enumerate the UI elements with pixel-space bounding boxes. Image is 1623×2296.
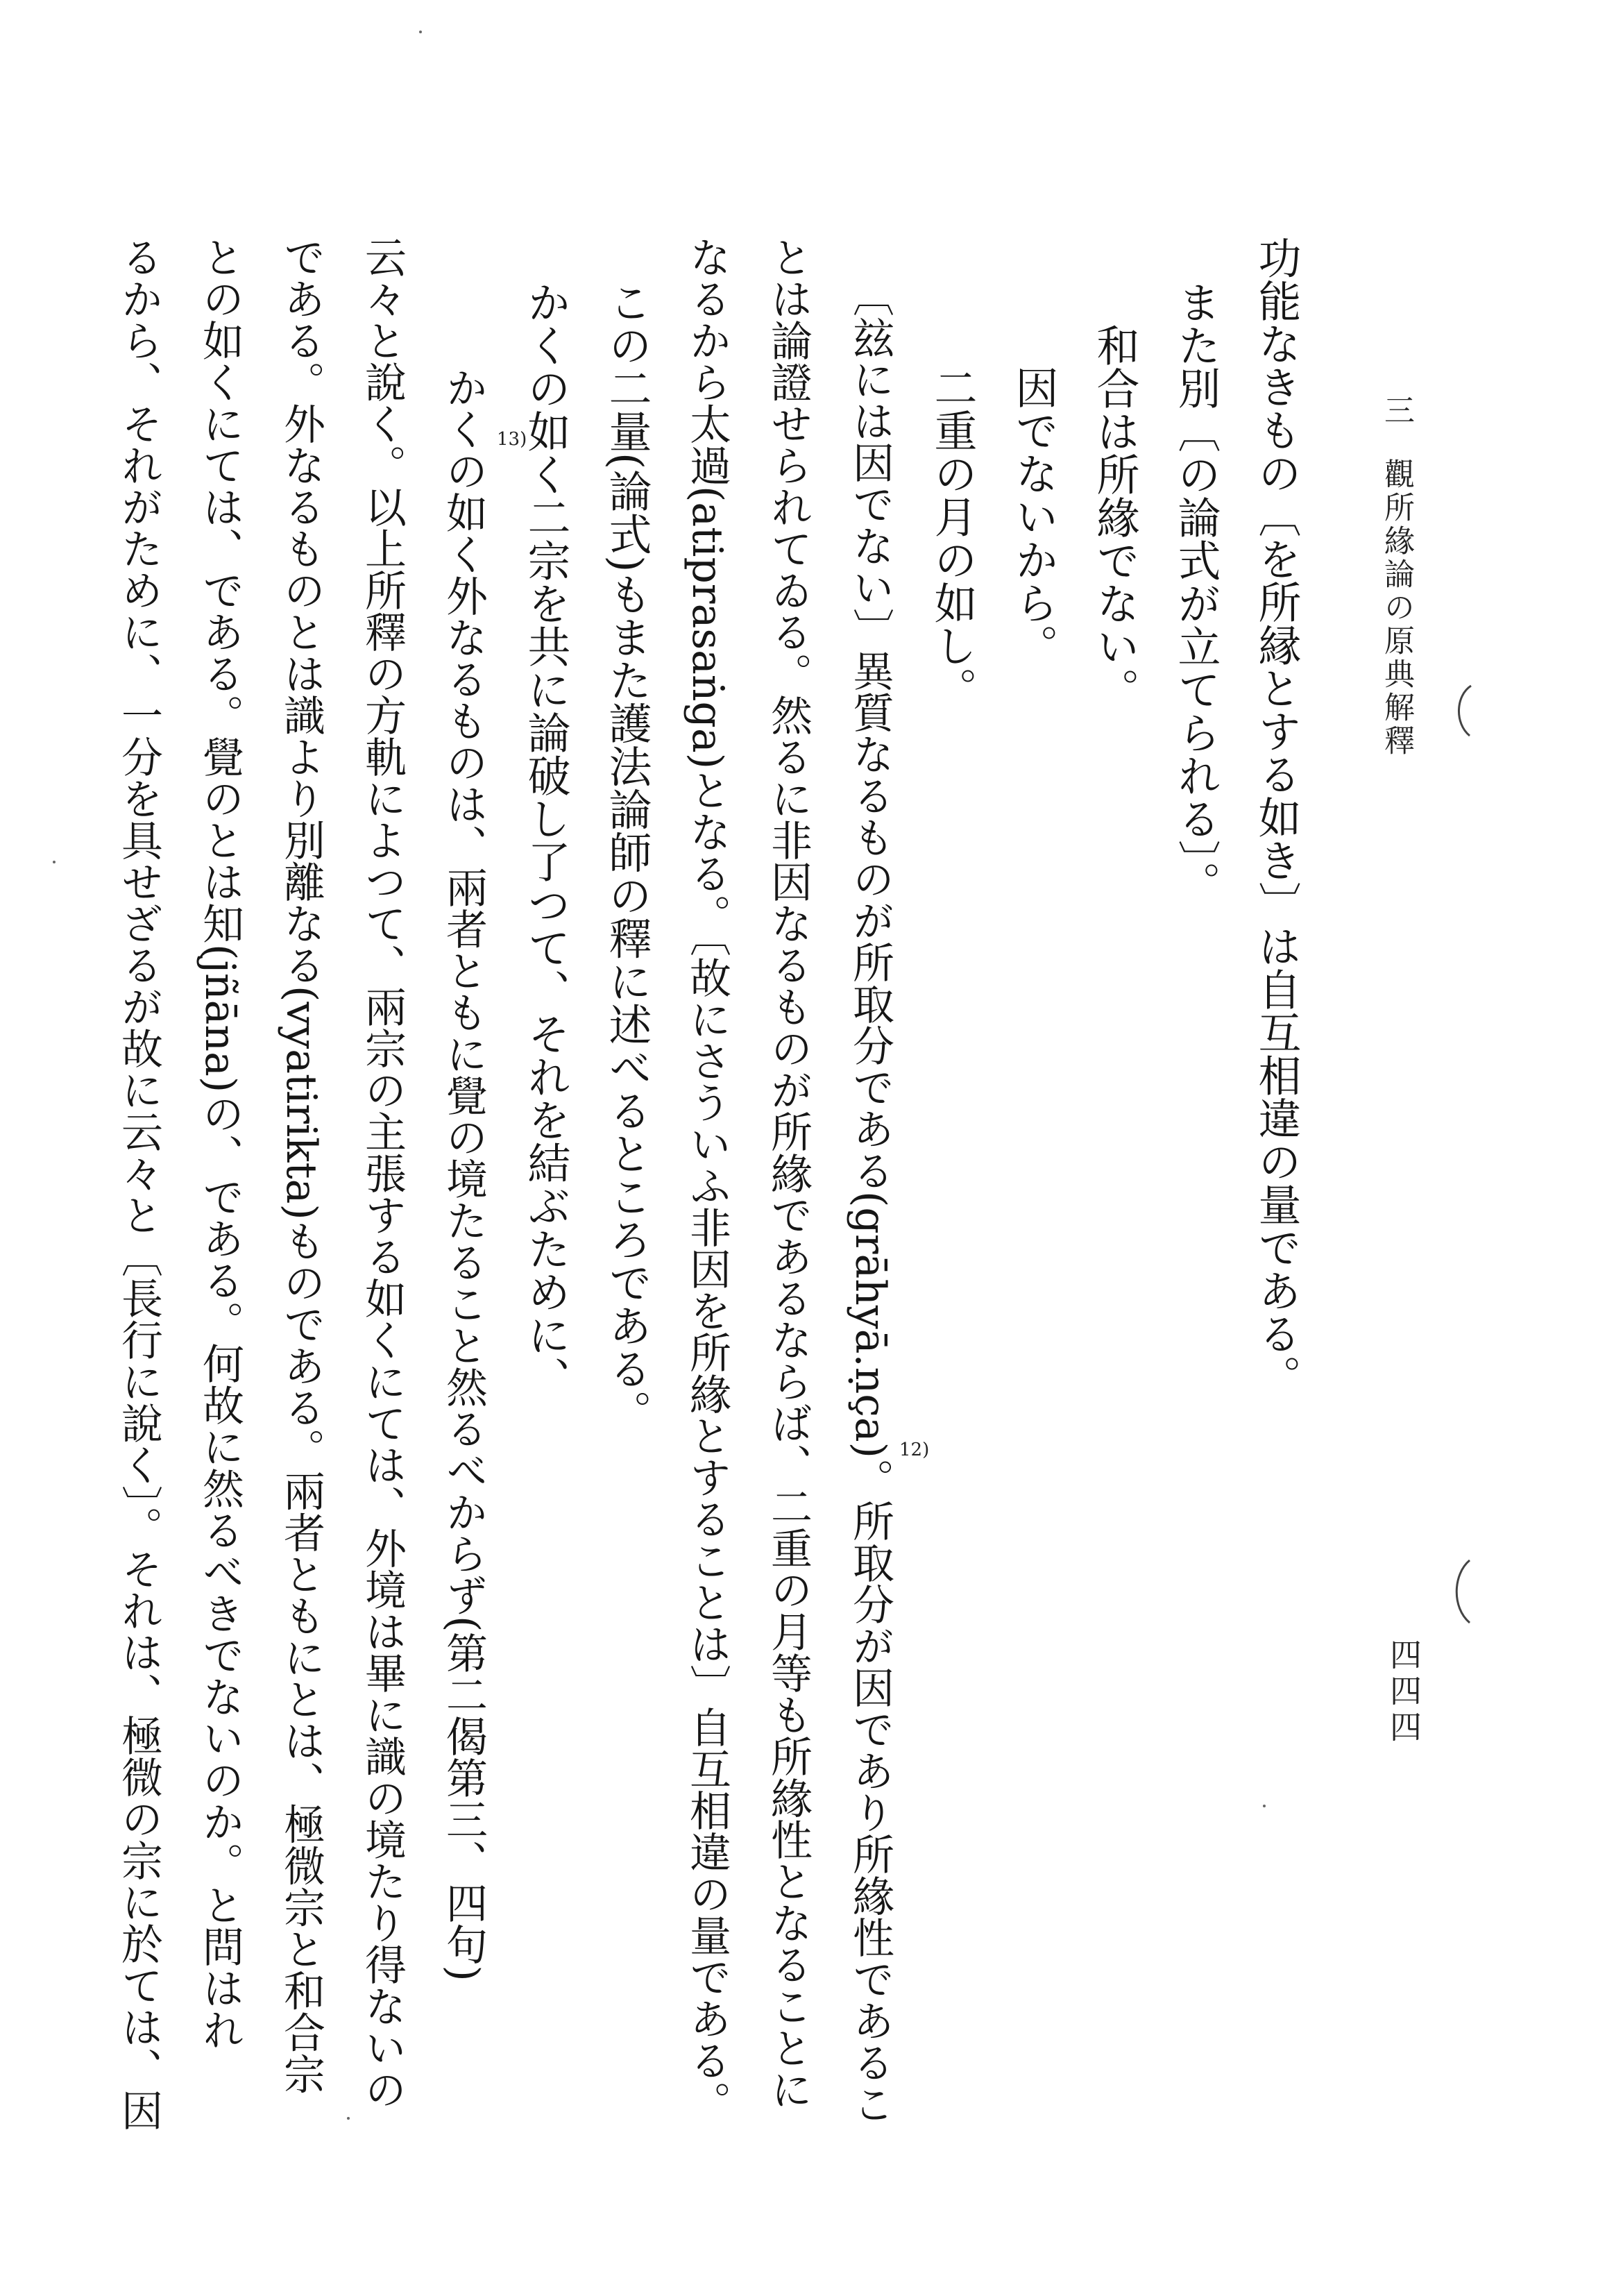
scan-dust xyxy=(53,861,56,863)
footnote-marker-13: 13) xyxy=(497,429,527,450)
text-line-15: るから、それがために、一分を具せざるが故に云々と〔長行に說く〕。それは、極微の宗に於ては、因 xyxy=(114,236,163,2131)
text-line-5: 二重の月の如し。 xyxy=(927,366,978,710)
text-line-12: 云々と說く。以上所釋の方軌によつて、兩宗の主張する如くにては、外境は畢に識の境たり得ないの xyxy=(358,236,407,2110)
chapter-title: 觀所緣論の原典解釋 xyxy=(1379,458,1414,758)
chapter-number: 三 xyxy=(1379,394,1414,428)
running-header xyxy=(1379,394,1414,758)
footnote-marker-12: 12) xyxy=(899,1440,930,1460)
text-line-4: 因でないから。 xyxy=(1008,366,1059,667)
scan-dust xyxy=(347,2117,350,2120)
text-line-10: かくの如く二宗を共に論破し了つて、それを結ぶために、 xyxy=(520,280,571,1399)
text-line-6: 〔玆には因でない〕異質なるものが所取分である(grāhyā.ṇça)。所取分が因であり所緣性であるこ xyxy=(846,275,894,2125)
scan-bracket-mark xyxy=(1443,680,1485,743)
text-line-1: 功能なきもの〔を所縁とする如き〕は自互相違の量である。 xyxy=(1251,236,1302,1398)
page-number: 四四四 xyxy=(1385,1638,1422,1746)
scan-bracket-mark-lower xyxy=(1442,1555,1484,1631)
text-line-7: とは論證せられてゐる。然るに非因なるものが所緣であるならば、二重の月等も所緣性となることに xyxy=(764,236,813,2110)
text-line-8: なるから太過(atiprasaṅga)となる。〔故にさういふ非因を所緣とすることは〕自互相違の量である。 xyxy=(683,236,731,2123)
text-line-11: かくの如く外なるものは、兩者ともに覺の境たること然るべからず(第二偈第三、四句) xyxy=(439,366,488,1982)
text-line-2: また別〔の論式が立てられる〕。 xyxy=(1171,280,1221,904)
text-line-3: 和合は所緣でない。 xyxy=(1089,323,1140,711)
text-line-13: である。外なるものとは識より別離なる(vyatirikta)ものである。兩者ともにとは、極微宗と和合宗 xyxy=(277,236,325,2095)
scan-dust xyxy=(419,31,422,33)
text-line-9: この二量(論式)もまた護法論師の釋に述べるところである。 xyxy=(602,280,652,1433)
scan-dust xyxy=(1263,1805,1266,1807)
text-line-14: との如くにては、である。覺のとは知(jñāna)の、である。何故に然るべきでないのか。と問はれ xyxy=(196,236,244,2051)
